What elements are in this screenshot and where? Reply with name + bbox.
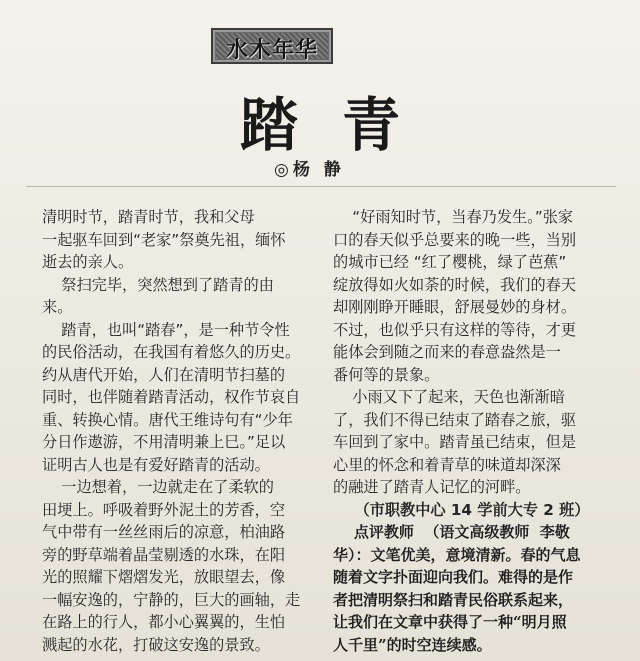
review-line: 人千里”的时空连续感。	[333, 635, 492, 654]
body-line: 口的春天似乎总要来的晚一些，当别	[333, 230, 576, 249]
body-line: 踏青，也叫“踏春”，是一种节令性	[42, 320, 290, 339]
review-line: 随着文字扑面迎向我们。难得的是作	[333, 568, 574, 586]
author-name: ◎杨 静	[274, 160, 345, 180]
body-line: 证明古人也是有爱好踏青的活动。	[42, 455, 270, 474]
body-line: 却刚刚睁开睡眼，舒展曼妙的身材。	[333, 298, 576, 316]
body-line: 小雨又下了起来，天色也渐渐暗	[333, 388, 565, 406]
review-line: 华）：文笔优美，意境清新。春的气息	[333, 545, 581, 564]
body-line: 绽放得如火如荼的时候，我们的春天	[333, 275, 576, 294]
body-line: 田埂上。呼吸着野外泥土的芳香，空	[42, 500, 285, 519]
body-line: 一边想着，一边就走在了柔软的	[42, 478, 274, 496]
column-label	[211, 28, 333, 64]
article-body-right	[333, 206, 617, 656]
review-line: 者把清明祭扫和踏青民俗联系起来，	[333, 590, 574, 609]
body-line: 重、转换心情。唐代王维诗句有“少年	[42, 410, 293, 429]
body-line: 一幅安逸的，宁静的，巨大的画轴，走	[42, 590, 301, 609]
author-credit: （市职教中心 14 学前大专 2 班）	[354, 500, 590, 519]
column-name: 水木年华	[225, 38, 318, 63]
body-line: 来。	[42, 298, 73, 316]
body-line: 逝去的亲人。	[42, 253, 134, 271]
divider	[26, 186, 616, 187]
body-line: 能体会到随之而来的春意盎然是一	[333, 343, 561, 361]
body-line: 分日作遨游，不用清明兼上巳。”足以	[42, 433, 286, 451]
body-line: 祭扫完毕，突然想到了踏青的由	[42, 275, 274, 294]
article-title: 踏青	[239, 91, 444, 159]
author-line	[274, 155, 345, 180]
body-line: 车回到了家中。踏青虽已结束，但是	[333, 433, 576, 451]
body-line: 光的照耀下熠熠发光，放眼望去，像	[42, 568, 285, 586]
body-line: 不过，也似乎只有这样的等待，才更	[333, 320, 576, 339]
body-line: 番何等的景象。	[333, 365, 440, 384]
body-line: 气中带有一丝丝雨后的凉意，柏油路	[42, 523, 285, 541]
body-line: 的融进了踏青人记忆的河畔。	[333, 478, 531, 496]
article-body-left	[42, 206, 314, 656]
body-line: 了，我们不得已结束了踏春之旅，驱	[333, 410, 576, 429]
body-line: 同时，也伴随着踏青活动，权作节哀自	[42, 388, 301, 406]
body-line: 溅起的水花，打破这安逸的景致。	[42, 635, 270, 654]
body-line: 约从唐代开始，人们在清明节扫墓的	[42, 365, 285, 384]
body-line: 的城市已经 “红了樱桃，绿了芭蕉”	[333, 253, 567, 271]
body-line: 在路上的行人，都小心翼翼的，生怕	[42, 613, 285, 631]
body-line: “好雨知时节，当春乃发生。”张家	[333, 208, 574, 226]
body-line: 的民俗活动，在我国有着悠久的历史。	[42, 343, 301, 361]
body-line: 清明时节，踏青时节，我和父母	[42, 208, 255, 226]
review-line: 让我们在文章中获得了一种“明月照	[333, 613, 567, 631]
body-line: 一起驱车回到“老家”祭奠先祖，缅怀	[42, 230, 286, 249]
body-line: 旁的野草端着晶莹剔透的水珠，在阳	[42, 545, 285, 564]
body-line: 心里的怀念和着青草的味道却深深	[333, 455, 561, 474]
review-line: 点评教师 （语文高级教师 李敬	[333, 523, 570, 541]
